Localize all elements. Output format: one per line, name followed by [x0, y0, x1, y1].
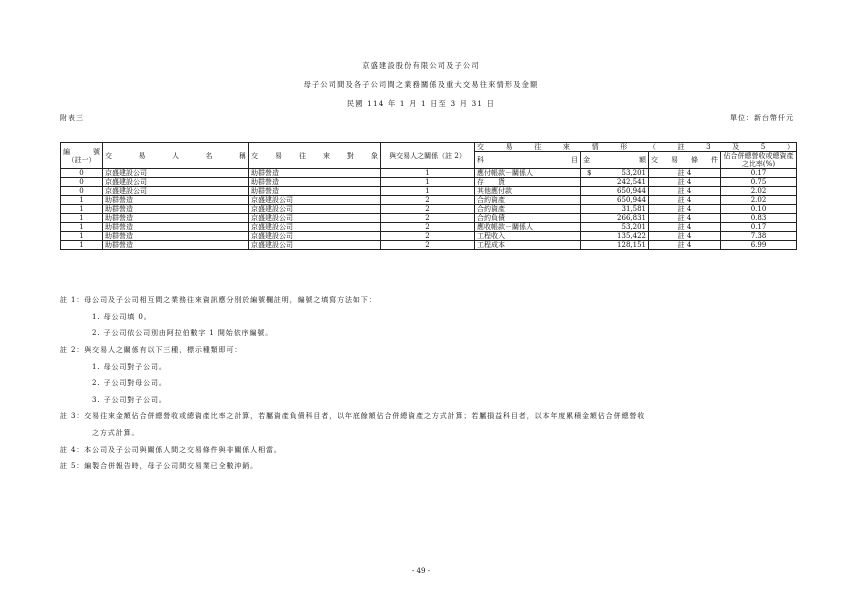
col-header-party [103, 143, 249, 169]
note-2-item-1: 1. 母公司對子公司。 [92, 363, 167, 371]
row-item: 存 貨 [475, 178, 581, 187]
row-item: 工程收入 [475, 232, 581, 241]
party-header-char: 稱 [239, 151, 246, 160]
row-counterparty: 京盛建設公司 [249, 205, 381, 214]
row-party: 助群營造 [103, 241, 249, 250]
currency-symbol: $ [587, 169, 592, 177]
transaction-group-header-char: 交 [477, 143, 484, 151]
row-party: 助群營造 [103, 232, 249, 241]
row-counterparty: 京盛建設公司 [249, 223, 381, 232]
row-ratio: 7.38 [721, 232, 797, 241]
counterparty-header-char: 對 [347, 151, 354, 160]
row-ratio: 0.75 [721, 178, 797, 187]
terms-header-char: 易 [671, 156, 678, 164]
row-counterparty: 京盛建設公司 [249, 241, 381, 250]
row-counterparty: 京盛建設公司 [249, 214, 381, 223]
row-amount [581, 196, 649, 205]
amount-value: 266,831 [617, 214, 646, 222]
row-ratio: 0.17 [721, 223, 797, 232]
col-header-amount [581, 152, 649, 169]
row-relation: 2 [381, 205, 475, 214]
col-header-number: 編 號 （註一） [61, 143, 103, 169]
item-header-char: 目 [571, 156, 578, 164]
table-row [61, 223, 797, 232]
note-2-item-2: 2. 子公司對母公司。 [92, 379, 167, 387]
row-item: 應收帳款－關係人 [475, 223, 581, 232]
transaction-group-header-char: 形 [620, 143, 628, 151]
row-party: 京盛建設公司 [103, 169, 249, 178]
table-row [61, 169, 797, 178]
row-counterparty: 京盛建設公司 [249, 232, 381, 241]
table-row [61, 178, 797, 187]
table-row [61, 205, 797, 214]
row-amount [581, 241, 649, 250]
group-header-transaction [475, 143, 797, 152]
row-counterparty: 助群營造 [249, 169, 381, 178]
table-row [61, 214, 797, 223]
row-terms: 註 4 [649, 223, 721, 232]
row-terms: 註 4 [649, 178, 721, 187]
amount-value: 650,944 [617, 187, 646, 195]
row-terms: 註 4 [649, 196, 721, 205]
counterparty-header-char: 往 [299, 151, 306, 160]
row-party: 助群營造 [103, 214, 249, 223]
col-header-counterparty [249, 143, 381, 169]
row-terms: 註 4 [649, 169, 721, 178]
row-item: 其他應付款 [475, 187, 581, 196]
row-number: 1 [61, 214, 103, 223]
transaction-group-header-char: 情 [591, 143, 599, 151]
amount-value: 53,201 [621, 223, 646, 231]
party-header-char: 人 [172, 151, 179, 160]
note-2-item-3: 3. 子公司對子公司。 [92, 396, 167, 404]
row-party: 助群營造 [103, 223, 249, 232]
row-item: 合約負債 [475, 214, 581, 223]
terms-header-char: 條 [691, 156, 698, 164]
note-1: 註 1：母公司及子公司相互間之業務往來資訊應分別於編號欄註明，編號之填寫方法如下： [60, 296, 377, 304]
transaction-group-header-char: 5 [760, 143, 766, 151]
amount-value: 53,201 [621, 169, 646, 177]
row-party: 京盛建設公司 [103, 178, 249, 187]
note-3: 註 3：交易往來金額佔合併總營收或總資產比率之計算，若屬資產負債科目者，以年底餘額佔合併總資產之方式計算；若屬損益科目者，以本年度累積金額佔合併總營收 [60, 412, 646, 420]
party-header-char: 交 [105, 151, 112, 160]
row-relation: 2 [381, 241, 475, 250]
appendix-label: 附表三 [60, 114, 84, 122]
table-row [61, 196, 797, 205]
row-terms: 註 4 [649, 241, 721, 250]
note-5: 註 5：編製合併報告時，母子公司間交易業已全數沖銷。 [60, 462, 259, 470]
row-number: 1 [61, 196, 103, 205]
row-number: 1 [61, 223, 103, 232]
amount-value: 242,541 [617, 178, 646, 186]
note-1-item-1: 1. 母公司填 0。 [92, 313, 152, 321]
transaction-group-header-char: 來 [562, 143, 570, 151]
row-party: 助群營造 [103, 196, 249, 205]
row-number: 1 [61, 232, 103, 241]
row-ratio: 2.02 [721, 196, 797, 205]
row-amount [581, 214, 649, 223]
row-terms: 註 4 [649, 214, 721, 223]
unit-label: 單位：新台幣仟元 [730, 114, 794, 122]
row-ratio: 2.02 [721, 187, 797, 196]
row-relation: 1 [381, 178, 475, 187]
row-item: 合約資產 [475, 196, 581, 205]
transactions-table [60, 142, 797, 250]
transaction-group-header-char: （ [648, 143, 656, 151]
transaction-group-header-char: 易 [505, 143, 513, 151]
note-2: 註 2：與交易人之關係有以下三種，標示種類即可： [60, 346, 243, 354]
amount-value: 650,944 [617, 196, 646, 204]
transaction-group-header-char: 往 [534, 143, 542, 151]
row-relation: 2 [381, 223, 475, 232]
transaction-group-header-char: ） [786, 143, 794, 151]
row-ratio: 0.10 [721, 205, 797, 214]
row-party: 京盛建設公司 [103, 187, 249, 196]
col-header-item [475, 152, 581, 169]
row-amount [581, 187, 649, 196]
counterparty-header-char: 來 [323, 151, 330, 160]
row-number: 0 [61, 187, 103, 196]
row-relation: 2 [381, 214, 475, 223]
row-number: 0 [61, 178, 103, 187]
row-relation: 2 [381, 196, 475, 205]
transaction-group-header-char: 及 [732, 143, 740, 151]
row-ratio: 0.17 [721, 169, 797, 178]
table-row [61, 232, 797, 241]
row-terms: 註 4 [649, 205, 721, 214]
col-header-terms [649, 152, 721, 169]
row-item: 應付帳款－關係人 [475, 169, 581, 178]
table-row [61, 241, 797, 250]
company-title: 京盛建設股份有限公司及子公司 [362, 61, 480, 70]
row-terms: 註 4 [649, 232, 721, 241]
col-header-ratio: 佔合併總營收或總資產之比率(%) [721, 152, 797, 169]
row-counterparty: 助群營造 [249, 178, 381, 187]
row-counterparty: 京盛建設公司 [249, 196, 381, 205]
row-relation: 2 [381, 232, 475, 241]
row-item: 合約資產 [475, 205, 581, 214]
report-title: 母子公司間及各子公司間之業務關係及重大交易往來情形及金額 [303, 80, 539, 89]
counterparty-header-char: 易 [275, 151, 282, 160]
row-amount [581, 223, 649, 232]
table-row [61, 187, 797, 196]
row-amount [581, 232, 649, 241]
transaction-group-header-char: 註 [677, 143, 685, 151]
row-ratio: 0.83 [721, 214, 797, 223]
item-header-char: 科 [477, 156, 484, 164]
amount-header-char: 金 [583, 156, 590, 164]
row-amount [581, 169, 649, 178]
terms-header-char: 件 [711, 156, 718, 164]
row-party: 助群營造 [103, 205, 249, 214]
row-number: 0 [61, 169, 103, 178]
row-amount [581, 205, 649, 214]
row-number: 1 [61, 205, 103, 214]
terms-header-char: 交 [651, 156, 658, 164]
report-period: 民國 114 年 1 月 1 日至 3 月 31 日 [346, 99, 496, 108]
amount-value: 135,422 [617, 232, 646, 240]
page-number: - 49 - [411, 567, 431, 575]
transaction-group-header-char: 3 [706, 143, 711, 151]
row-ratio: 6.99 [721, 241, 797, 250]
row-relation: 1 [381, 187, 475, 196]
note-4: 註 4：本公司及子公司與關係人間之交易條件與非關係人相當。 [60, 446, 282, 454]
counterparty-header-char: 交 [251, 151, 258, 160]
row-terms: 註 4 [649, 187, 721, 196]
note-1-item-2: 2. 子公司依公司別由阿拉伯數字 1 開始依序編號。 [92, 329, 274, 337]
note-3-cont: 之方式計算。 [92, 429, 140, 437]
row-counterparty: 助群營造 [249, 187, 381, 196]
row-item: 工程成本 [475, 241, 581, 250]
counterparty-header-char: 象 [371, 151, 378, 160]
amount-header-char: 額 [639, 156, 646, 164]
amount-value: 128,151 [617, 241, 646, 249]
row-amount [581, 178, 649, 187]
row-relation: 1 [381, 169, 475, 178]
party-header-char: 名 [205, 151, 213, 160]
col-header-relation: 與交易人之關係（註 2） [381, 143, 475, 169]
amount-value: 31,581 [621, 205, 646, 213]
party-header-char: 易 [138, 151, 146, 160]
row-number: 1 [61, 241, 103, 250]
